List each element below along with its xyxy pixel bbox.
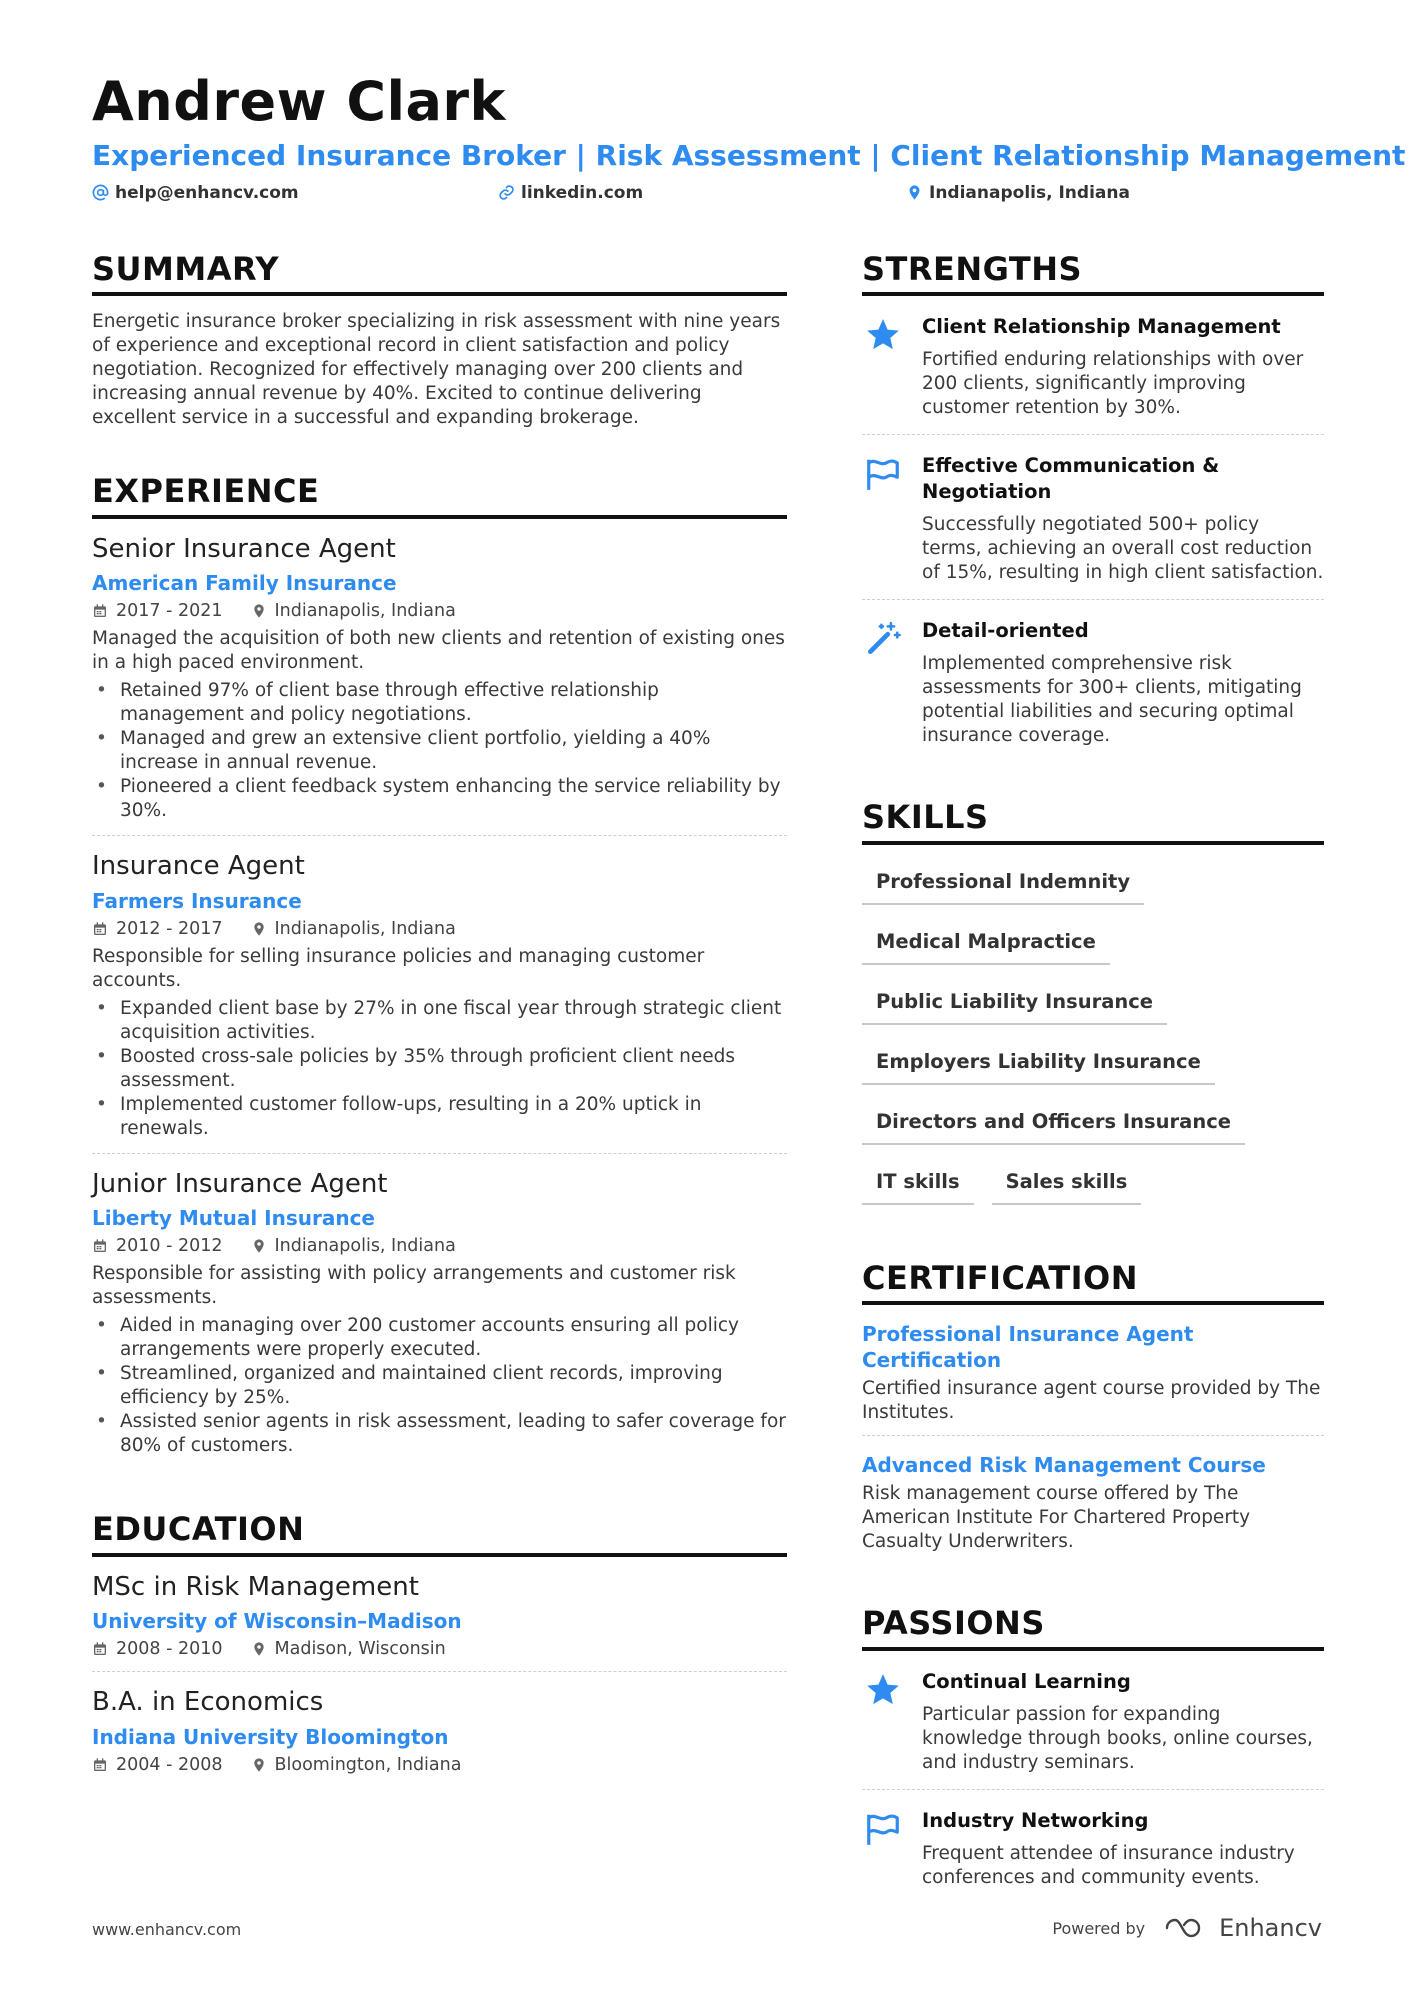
strength-item — [862, 435, 1324, 600]
passions-section — [862, 1604, 1324, 1903]
passion-item — [862, 1651, 1324, 1790]
job-location — [251, 1236, 456, 1256]
education-location — [251, 1639, 446, 1659]
skill-tag: IT skills — [862, 1159, 974, 1205]
education-degree: B.A. in Economics — [92, 1687, 324, 1718]
job-meta — [92, 601, 787, 621]
education-dates — [92, 1755, 223, 1775]
skills-section — [862, 798, 1324, 1218]
link-icon — [498, 184, 515, 201]
summary-text: Energetic insurance broker specializing in risk assessment with nine years of experience and exceptional record in client satisfaction and policy negotiation. Recognized for effectively managing over 200 clients and increasing annual revenue by 40%. Excited to continue delivering excellent service in a successful and expanding brokerage. — [92, 311, 781, 429]
job-bullets — [92, 679, 787, 823]
passion-title: Industry Networking — [922, 1808, 1149, 1832]
job-company: Liberty Mutual Insurance — [92, 1206, 375, 1231]
job-location — [251, 919, 456, 939]
job-dates-text: 2017 - 2021 — [116, 601, 223, 622]
skills-list — [862, 845, 1324, 1219]
strength-title: Detail-oriented — [922, 619, 1089, 643]
skill-tag: Professional Indemnity — [862, 859, 1144, 905]
education-degree: MSc in Risk Management — [92, 1571, 419, 1602]
contact-email[interactable] — [92, 183, 299, 203]
summary-section — [92, 250, 787, 430]
job-meta — [92, 1236, 787, 1256]
candidate-headline: Experienced Insurance Broker | Risk Assessment | Client Relationship Management — [92, 139, 1406, 173]
strength-description: Implemented comprehensive risk assessments for 300+ clients, mitigating potential liabilities and securing optimal insurance coverage. — [922, 653, 1302, 747]
powered-by — [1052, 1914, 1322, 1942]
skills-heading: SKILLS — [862, 798, 1324, 844]
star-icon — [862, 314, 904, 420]
passions-heading: PASSIONS — [862, 1604, 1324, 1650]
education-school: Indiana University Bloomington — [92, 1724, 449, 1749]
passion-description: Frequent attendee of insurance industry conferences and community events. — [922, 1842, 1295, 1888]
job-bullet: • Implemented customer follow-ups, resulting in a 20% uptick in renewals. — [92, 1093, 787, 1141]
education-location-text: Bloomington, Indiana — [274, 1754, 462, 1775]
job-title: Senior Insurance Agent — [92, 533, 396, 564]
linkedin-text: linkedin.com — [521, 182, 644, 203]
job-meta — [92, 919, 787, 939]
job-dates-text: 2010 - 2012 — [116, 1236, 223, 1257]
location-pin-icon — [906, 184, 923, 201]
brand-name: Enhancv — [1219, 1914, 1322, 1942]
job-location-text: Indianapolis, Indiana — [274, 918, 456, 939]
education-location-text: Madison, Wisconsin — [274, 1639, 446, 1660]
location-text: Indianapolis, Indiana — [929, 182, 1130, 203]
calendar-icon — [92, 1757, 108, 1773]
strengths-section — [862, 250, 1324, 762]
certification-section — [862, 1259, 1324, 1564]
education-entry — [92, 1672, 787, 1787]
enhancv-logo[interactable] — [1163, 1914, 1322, 1942]
location-pin-icon — [251, 921, 267, 937]
job-company: Farmers Insurance — [92, 888, 302, 913]
certification-item — [862, 1436, 1324, 1564]
experience-heading: EXPERIENCE — [92, 472, 787, 518]
magic-wand-icon — [862, 618, 904, 748]
job-title: Junior Insurance Agent — [92, 1168, 388, 1199]
job-bullet: • Streamlined, organized and maintained client records, improving efficiency by 25%. — [92, 1362, 787, 1410]
strength-title: Client Relationship Management — [922, 315, 1281, 339]
job-dates — [92, 601, 223, 621]
education-dates-text: 2004 - 2008 — [116, 1754, 223, 1775]
skill-tag: Sales skills — [992, 1159, 1142, 1205]
calendar-icon — [92, 603, 108, 619]
certification-description: Risk management course offered by The American Institute For Chartered Property Casualty Underwriters. — [862, 1483, 1251, 1553]
job-title: Insurance Agent — [92, 851, 305, 882]
strength-item — [862, 600, 1324, 762]
education-section — [92, 1510, 787, 1786]
education-meta — [92, 1639, 787, 1659]
job-entry — [92, 836, 787, 1154]
contact-location — [906, 183, 1130, 203]
flag-icon — [862, 1808, 904, 1890]
location-pin-icon — [251, 1757, 267, 1773]
contact-row — [92, 183, 1322, 207]
resume-header — [92, 70, 1406, 207]
job-bullets — [92, 997, 787, 1141]
job-bullet: • Assisted senior agents in risk assessment, leading to safer coverage for 80% of customers. — [92, 1410, 787, 1458]
job-bullet: • Expanded client base by 27% in one fiscal year through strategic client acquisition activities. — [92, 997, 787, 1045]
location-pin-icon — [251, 1641, 267, 1657]
job-location-text: Indianapolis, Indiana — [274, 601, 456, 622]
job-bullet: • Pioneered a client feedback system enhancing the service reliability by 30%. — [92, 775, 787, 823]
certification-heading: CERTIFICATION — [862, 1259, 1324, 1305]
calendar-icon — [92, 1641, 108, 1657]
job-description: Responsible for selling insurance policies and managing customer accounts. — [92, 945, 705, 991]
certification-title: Professional Insurance Agent Certification — [862, 1322, 1194, 1373]
job-description: Managed the acquisition of both new clients and retention of existing ones in a high paced environment. — [92, 628, 785, 674]
email-text: help@enhancv.com — [115, 182, 299, 203]
strength-description: Fortified enduring relationships with over 200 clients, significantly improving customer retention by 30%. — [922, 349, 1304, 419]
star-icon — [862, 1669, 904, 1775]
education-meta — [92, 1755, 787, 1775]
certification-description: Certified insurance agent course provided by The Institutes. — [862, 1378, 1321, 1424]
education-location — [251, 1755, 462, 1775]
passion-title: Continual Learning — [922, 1669, 1131, 1693]
job-bullets — [92, 1314, 787, 1458]
job-location-text: Indianapolis, Indiana — [274, 1236, 456, 1257]
powered-by-label: Powered by — [1052, 1918, 1146, 1938]
enhancv-logo-icon — [1163, 1915, 1211, 1941]
strength-description: Successfully negotiated 500+ policy terms, achieving an overall cost reduction of 15%, resulting in high client satisfaction. — [922, 514, 1324, 584]
strengths-heading: STRENGTHS — [862, 250, 1324, 296]
at-icon — [92, 184, 109, 201]
location-pin-icon — [251, 1238, 267, 1254]
job-bullet: • Retained 97% of client base through effective relationship management and policy negotiations. — [92, 679, 787, 727]
footer-url[interactable]: www.enhancv.com — [92, 1920, 242, 1939]
experience-section — [92, 472, 787, 1470]
strength-item — [862, 296, 1324, 435]
certification-title: Advanced Risk Management Course — [862, 1453, 1266, 1478]
left-column — [92, 250, 787, 1829]
calendar-icon — [92, 921, 108, 937]
page-footer — [92, 1914, 1322, 1944]
education-dates-text: 2008 - 2010 — [116, 1639, 223, 1660]
calendar-icon — [92, 1238, 108, 1254]
job-dates-text: 2012 - 2017 — [116, 918, 223, 939]
location-pin-icon — [251, 603, 267, 619]
skill-tag: Public Liability Insurance — [862, 979, 1167, 1025]
certification-item — [862, 1305, 1324, 1436]
skill-tag: Medical Malpractice — [862, 919, 1110, 965]
skill-tag: Employers Liability Insurance — [862, 1039, 1215, 1085]
summary-heading: SUMMARY — [92, 250, 787, 296]
job-bullet: • Aided in managing over 200 customer accounts ensuring all policy arrangements were properly executed. — [92, 1314, 787, 1362]
candidate-name: Andrew Clark — [92, 70, 506, 133]
job-entry — [92, 1154, 787, 1471]
education-school: University of Wisconsin–Madison — [92, 1609, 462, 1634]
passion-item — [862, 1790, 1324, 1904]
skill-tag: Directors and Officers Insurance — [862, 1099, 1245, 1145]
flag-icon — [862, 453, 904, 585]
job-entry — [92, 519, 787, 837]
education-entry — [92, 1557, 787, 1673]
strength-title: Effective Communication & Negotiation — [922, 454, 1220, 504]
job-description: Responsible for assisting with policy arrangements and customer risk assessments. — [92, 1263, 736, 1309]
right-column — [862, 250, 1324, 1946]
passion-description: Particular passion for expanding knowledge through books, online courses, and industry seminars. — [922, 1703, 1313, 1773]
job-dates — [92, 1236, 223, 1256]
job-dates — [92, 919, 223, 939]
education-heading: EDUCATION — [92, 1510, 787, 1556]
education-dates — [92, 1639, 223, 1659]
job-bullet: • Managed and grew an extensive client portfolio, yielding a 40% increase in annual revenue. — [92, 727, 787, 775]
job-location — [251, 601, 456, 621]
contact-linkedin[interactable] — [498, 183, 643, 203]
job-bullet: • Boosted cross-sale policies by 35% through proficient client needs assessment. — [92, 1045, 787, 1093]
job-company: American Family Insurance — [92, 571, 397, 596]
